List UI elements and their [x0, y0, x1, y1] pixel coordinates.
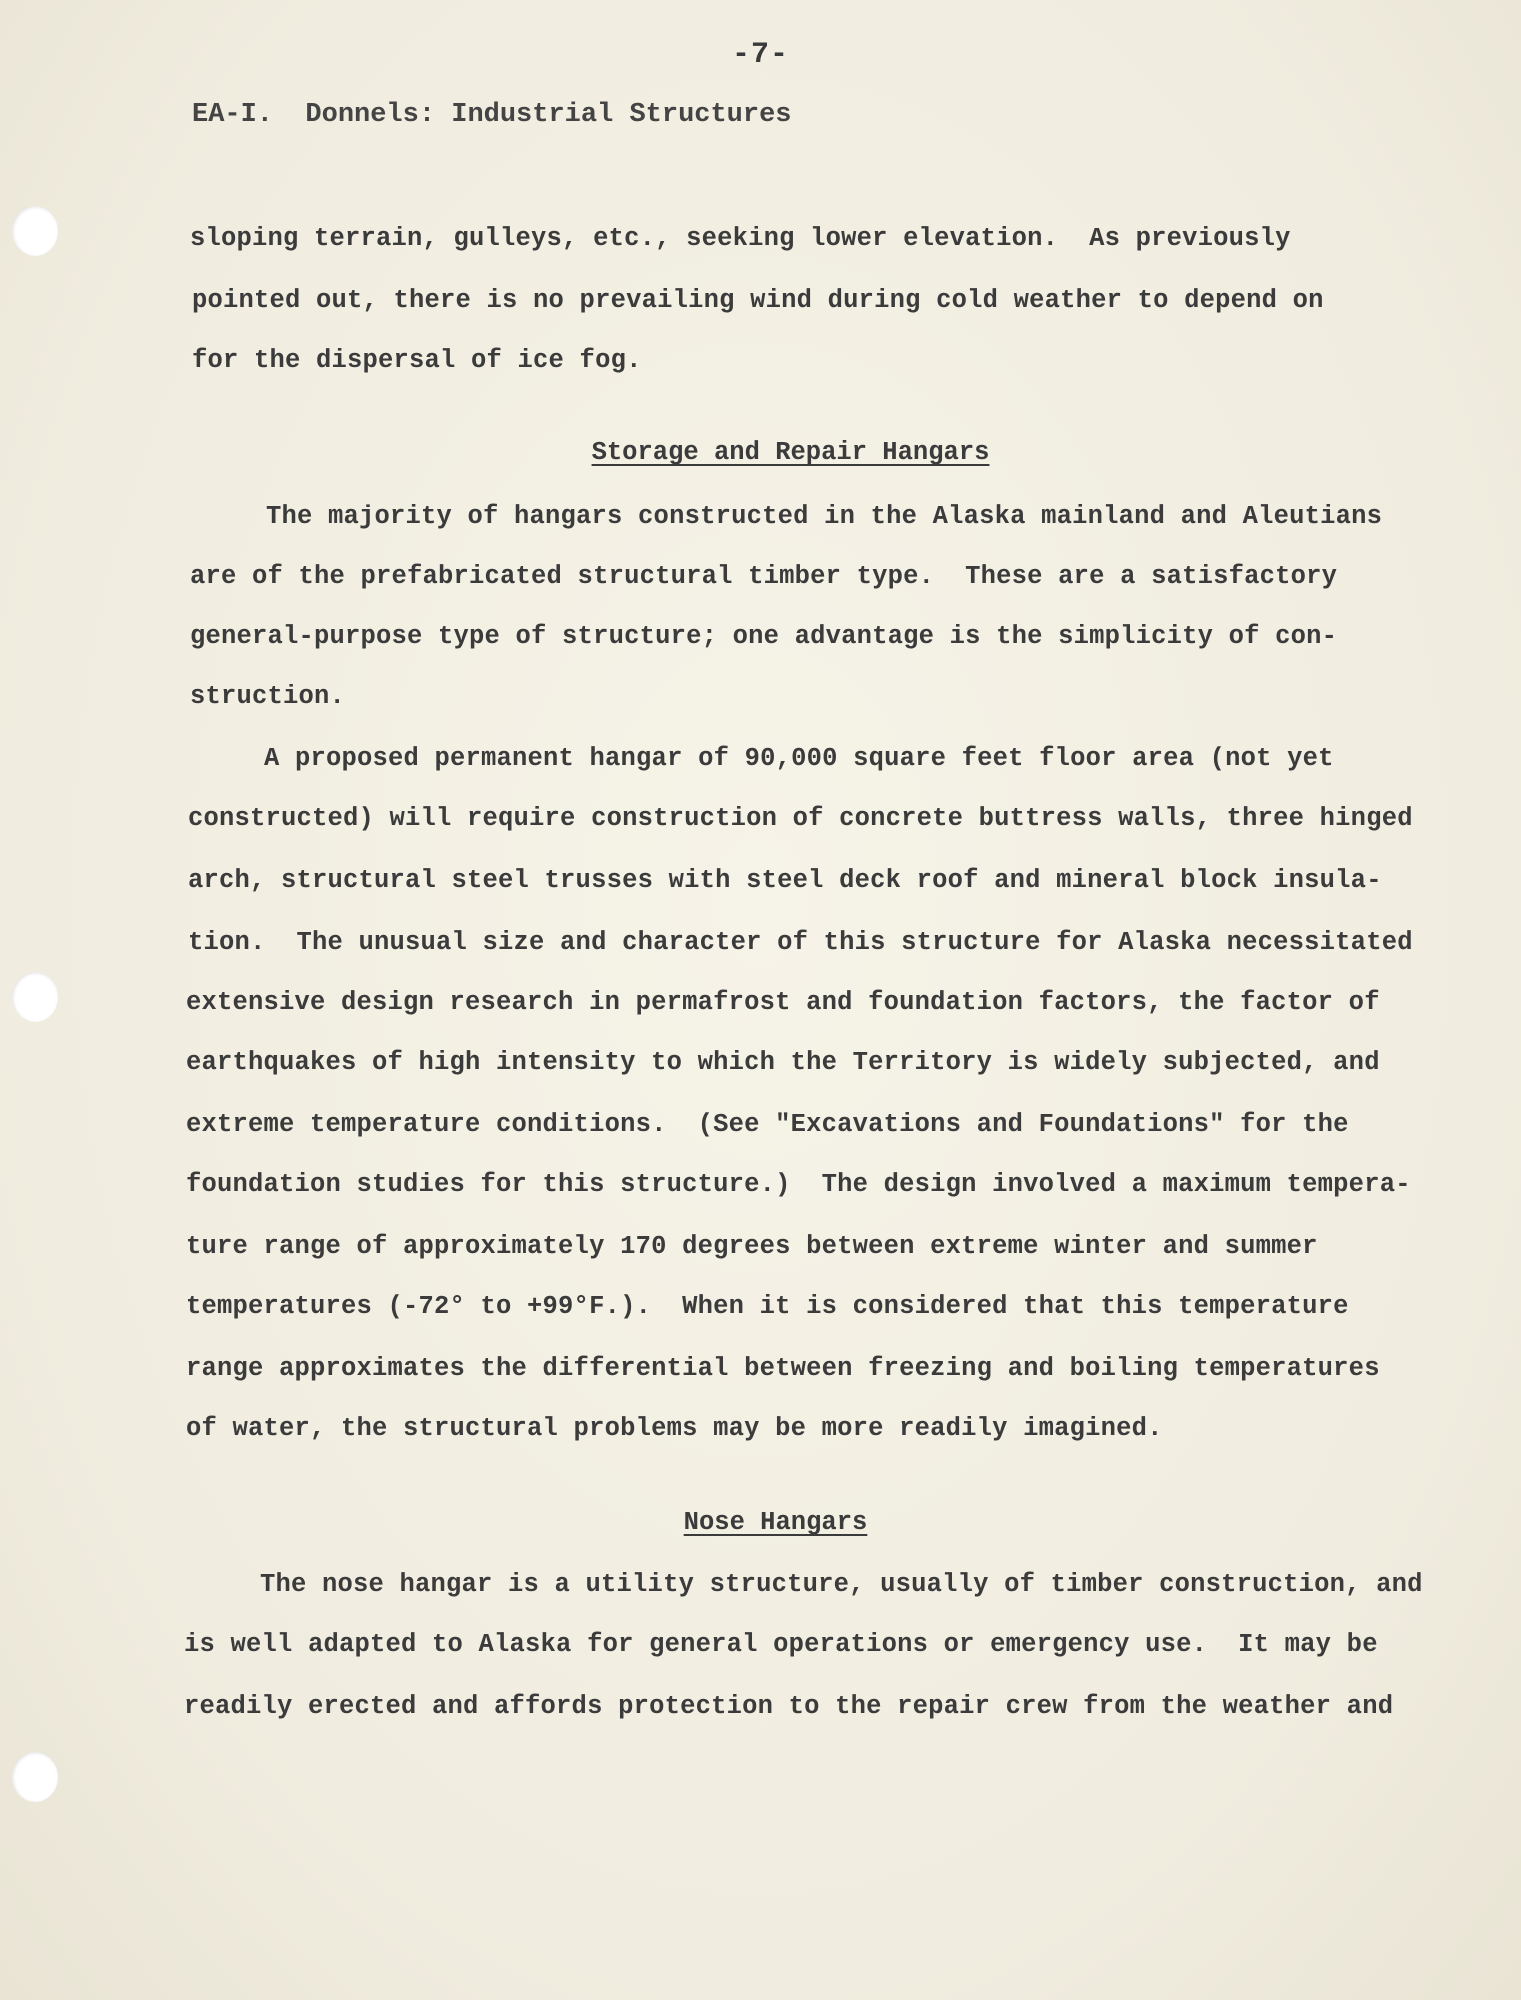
body-line: temperatures (-72° to +99°F.). When it is considered that this temperature: [186, 1292, 1349, 1321]
body-line: extensive design research in permafrost and foundation factors, the factor of: [186, 988, 1380, 1017]
body-line: range approximates the differential between freezing and boiling temperatures: [186, 1354, 1380, 1383]
body-line: are of the prefabricated structural timber type. These are a satisfactory: [190, 562, 1338, 591]
body-line: readily erected and affords protection to the repair crew from the weather and: [184, 1692, 1394, 1721]
body-line: earthquakes of high intensity to which the Territory is widely subjected, and: [186, 1048, 1380, 1077]
body-line: constructed) will require construction of concrete buttress walls, three hinged: [188, 804, 1413, 833]
body-line: The majority of hangars constructed in the Alaska mainland and Aleutians: [266, 502, 1383, 531]
body-line: struction.: [190, 682, 346, 711]
section-heading-nose: Nose Hangars: [683, 1508, 868, 1537]
body-line: arch, structural steel trusses with steel deck roof and mineral block insula-: [188, 866, 1382, 895]
body-line: pointed out, there is no prevailing wind during cold weather to depend on: [192, 286, 1324, 315]
running-head: EA-I. Donnels: Industrial Structures: [192, 100, 792, 130]
body-line: A proposed permanent hangar of 90,000 square feet floor area (not yet: [264, 744, 1334, 773]
body-line: of water, the structural problems may be more readily imagined.: [186, 1414, 1163, 1443]
body-line: extreme temperature conditions. (See "Excavations and Foundations" for the: [186, 1110, 1349, 1139]
body-line: tion. The unusual size and character of this structure for Alaska necessitated: [188, 928, 1413, 957]
punch-hole-top: [12, 206, 58, 256]
page-number: -7-: [731, 38, 789, 72]
body-line: general-purpose type of structure; one advantage is the simplicity of con-: [190, 622, 1338, 651]
section-heading-storage: Storage and Repair Hangars: [591, 438, 990, 467]
body-line: sloping terrain, gulleys, etc., seeking lower elevation. As previously: [190, 224, 1291, 253]
punch-hole-middle: [12, 972, 58, 1022]
body-line: ture range of approximately 170 degrees between extreme winter and summer: [186, 1232, 1318, 1261]
body-line: The nose hangar is a utility structure, usually of timber construction, and: [260, 1570, 1423, 1599]
punch-hole-bottom: [12, 1752, 58, 1802]
body-line: for the dispersal of ice fog.: [192, 346, 642, 375]
body-line: foundation studies for this structure.) The design involved a maximum tempera-: [186, 1170, 1411, 1199]
body-line: is well adapted to Alaska for general operations or emergency use. It may be: [184, 1630, 1378, 1659]
